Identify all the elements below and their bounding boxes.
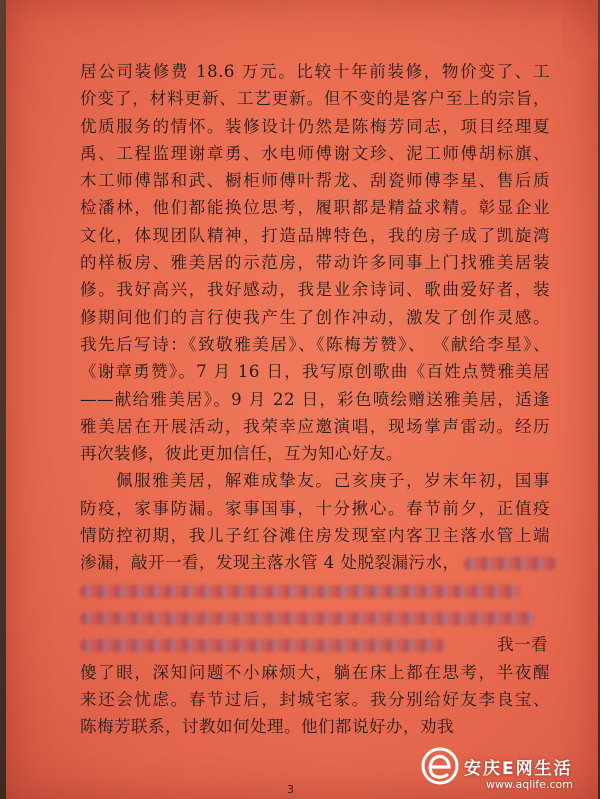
text-line: 陈梅芳联系，讨教如何处理。他们都说好办，劝我: [80, 717, 454, 737]
watermark-title: 安庆E网生活: [464, 759, 573, 779]
text-line: 防疫，家事防漏。家事国事，十分揪心。春节前夕，正值疫: [80, 498, 550, 518]
document-body: [80, 58, 550, 740]
text-fragment: 我一看: [497, 635, 548, 655]
e-logo-icon: [420, 746, 460, 786]
text-line: 我先后写诗：《致敬雅美居》、《陈梅芳赞》、 《献给李星》、: [80, 334, 550, 354]
paragraph-start-line: 佩服雅美居，解难成挚友。己亥庚子，岁末年初，国事: [116, 471, 550, 491]
text-line: 情防控初期，我儿子红谷滩住房发现室内客卫主落水管上端: [80, 526, 550, 546]
text-line: 禹、工程监理谢章勇、水电师傅谢文珍、泥工师傅胡标旗、: [80, 143, 550, 163]
text-line: 再次装修，彼此更加信任，互为知心好友。: [80, 444, 403, 464]
redacted-blur: [464, 557, 556, 570]
text-line: ——献给雅美居》。9 月 22 日，彩色喷绘赠送雅美居，适逢: [80, 389, 550, 409]
text-line: 来还会忧虑。春节过后，封城宅家。我分别给好友李良宝、: [80, 689, 550, 709]
text-line: 《谢章勇赞》。7 月 16 日，我写原创歌曲《百姓点赞雅美居: [80, 362, 550, 382]
text-line: 木工师傅郜和武、橱柜师傅叶帮龙、刮瓷师傅李星、售后质: [80, 171, 550, 191]
text-line-partially-redacted: [80, 549, 550, 576]
text-line: 检潘林，他们都能换位思考，履职都是精益求精。彰显企业: [80, 198, 550, 218]
page-number: 3: [287, 783, 294, 796]
redacted-blur: [80, 612, 535, 625]
text-line: 居公司装修费 18.6 万元。比较十年前装修，物价变了、工: [80, 62, 550, 81]
site-watermark: [420, 742, 598, 796]
text-line: 优质服务的情怀。装修设计仍然是陈梅芳同志，项目经理夏: [80, 116, 550, 136]
text-line: 傻了眼，深知问题不小麻烦大，躺在床上都在思考，半夜醒: [80, 662, 550, 682]
text-line-partially-redacted: [80, 631, 550, 658]
text-fragment: 渗漏，敲开一看，发现主落水管 4 处脱裂漏污水，: [80, 553, 460, 573]
redacted-blur: [80, 639, 445, 652]
watermark-url: www.aqlife.com: [486, 778, 573, 791]
text-line: 修期间他们的言行使我产生了创作冲动，激发了创作灵感。: [80, 307, 550, 327]
paper-fold-shadow: [562, 0, 598, 60]
text-line: 修。我好高兴，我好感动，我是业余诗词、歌曲爱好者，装: [80, 280, 550, 300]
redacted-blur: [80, 585, 520, 598]
redacted-line: [80, 604, 550, 631]
text-line: 雅美居在开展活动，我荣幸应邀演唱，现场掌声雷动。经历: [80, 416, 550, 436]
text-line: 的样板房、雅美居的示范房，带动许多同事上门找雅美居装: [80, 253, 550, 273]
text-line: 文化，体现团队精神，打造品牌特色，我的房子成了凯旋湾: [80, 225, 550, 245]
text-line: 价变了，材料更新、工艺更新。但不变的是客户至上的宗旨，: [80, 89, 550, 109]
redacted-line: [80, 577, 550, 604]
